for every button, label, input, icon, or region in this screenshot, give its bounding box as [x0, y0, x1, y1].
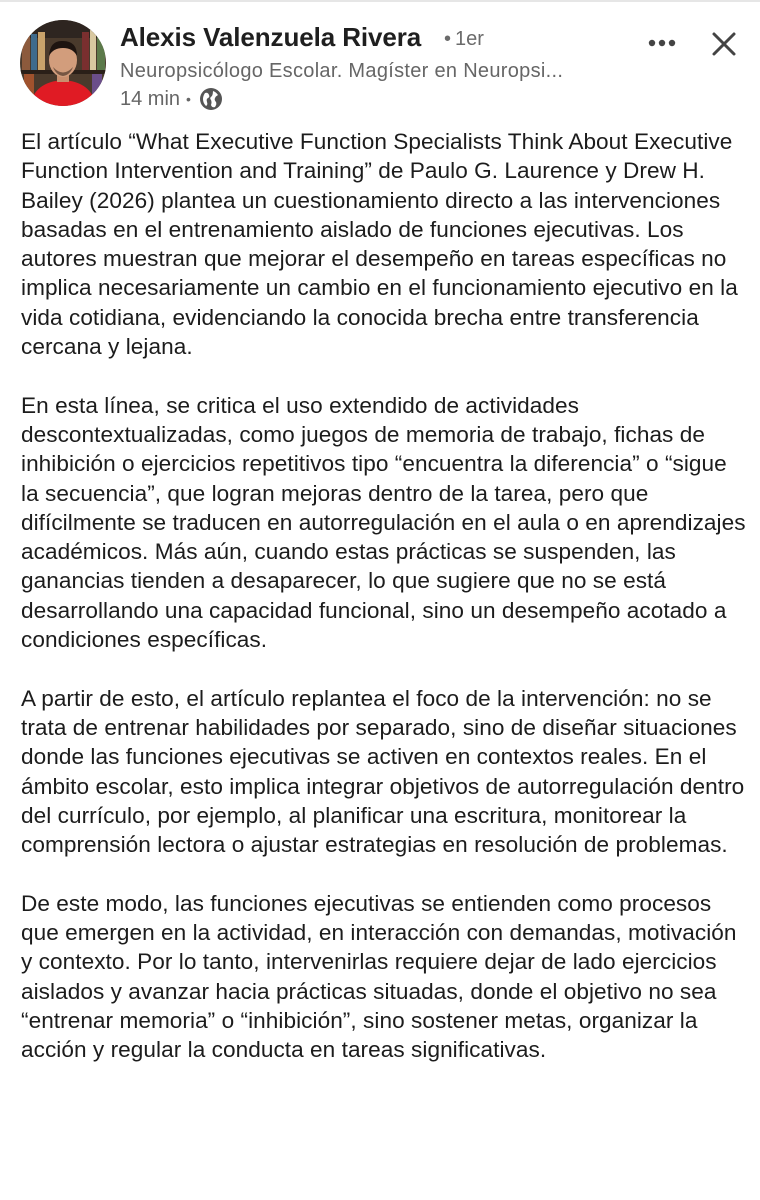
globe-icon: [199, 87, 223, 111]
connection-degree: • 1er: [444, 28, 484, 50]
close-icon: [711, 31, 737, 57]
close-button[interactable]: [704, 24, 744, 64]
avatar-photo-icon: [20, 20, 106, 106]
avatar[interactable]: [20, 20, 106, 106]
author-name[interactable]: Alexis Valenzuela Rivera: [120, 22, 422, 52]
post-meta: [120, 86, 223, 112]
post-paragraph: El artículo “What Executive Function Specialists Think About Executive Function Intervention and Training” de Paulo G. Laurence y Drew H. Bailey (2026) plantea un cuestionamiento directo a las intervenciones basadas en el entrenamiento aislado de funciones ejecutivas. Los autores muestran que mejorar el desempeño en tareas específicas no implica necesariamente un cambio en el funcionamiento ejecutivo en la vida cotidiana, evidenciando la conocida brecha entre transferencia cercana y lejana.: [21, 129, 738, 360]
post-paragraph: A partir de esto, el artículo replantea el foco de la intervención: no se trata de entrenar habilidades por separado, sino de diseñar situaciones donde las funciones ejecutivas se activen en contextos reales. En el ámbito escolar, esto implica integrar objetivos de autorregulación dentro del currículo, por ejemplo, al planificar una escritura, monitorear la comprensión lectora o ajustar estrategias en resolución de problemas.: [21, 685, 745, 858]
author-headline: Neuropsicólogo Escolar. Magíster en Neuropsi...: [120, 60, 564, 82]
more-options-icon: [648, 39, 676, 47]
connection-degree-label: 1er: [455, 28, 484, 50]
meta-separator: •: [186, 91, 191, 107]
post-time: 14 min: [120, 87, 181, 110]
post-paragraph: De este modo, las funciones ejecutivas se entienden como procesos que emergen en la actividad, en interacción con demandas, motivación y contexto. Por lo tanto, intervenirlas requiere dejar de lado ejercicios aislados y avanzar hacia prácticas situadas, donde el objetivo no sea “entrenar memoria” o “inhibición”, sino sostener metas, organizar la acción y regular la conducta en tareas significativas.: [21, 890, 737, 1063]
more-options-button[interactable]: [640, 28, 684, 58]
post-paragraph: En esta línea, se critica el uso extendido de actividades descontextualizadas, como juegos de memoria de trabajo, fichas de inhibición o ejercicios repetitivos tipo “encuentra la diferencia” o “sigue la secuencia”, que logran mejoras dentro de la tarea, pero que difícilmente se traducen en autorregulación en el aula o en aprendizajes académicos. Más aún, cuando estas prácticas se suspenden, las ganancias tienden a desaparecer, lo que sugiere que no se está desarrollando una capacidad funcional, sino un desempeño acotado a condiciones específicas.: [21, 392, 746, 653]
post-body: [21, 127, 747, 1094]
top-divider: [0, 0, 760, 2]
